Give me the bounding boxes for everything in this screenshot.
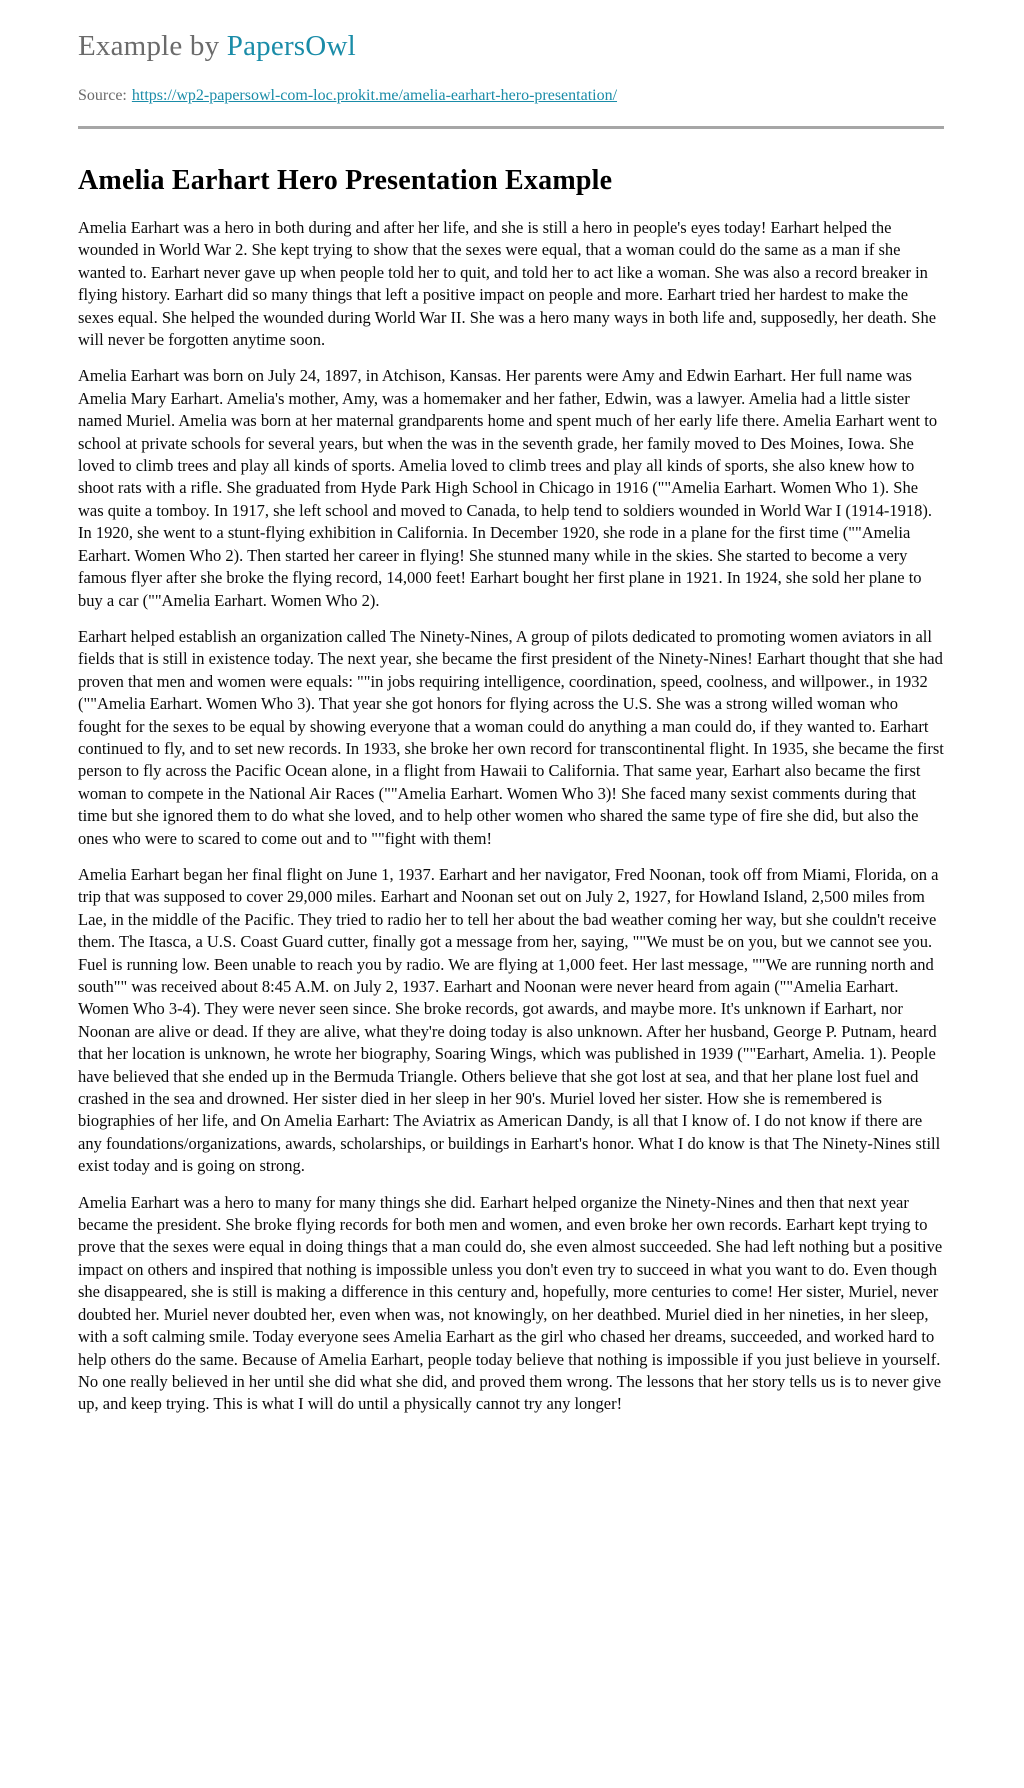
essay-paragraph-3: Earhart helped establish an organization called The Ninety-Nines, A group of pilots dedicated to promoting women aviators in all fields that is still in existence today. The next year, she became the first president of the Ninety-Nines! Earhart thought that she had proven that men and women were equals: ""in jobs requiring intelligence, coordination, speed, coolness, and willpower., in 1932 (""Amelia Earhart. Women Who 3). That year she got honors for flying across the U.S. She was a strong willed woman who fought for the sexes to be equal by showing everyone that a woman could do anything a man could do, if they wanted to. Earhart continued to fly, and to set new records. In 1933, she broke her own record for transcontinental flight. In 1935, she became the first person to fly across the Pacific Ocean alone, in a flight from Hawaii to California. That same year, Earhart also became the first woman to compete in the National Air Races (""Amelia Earhart. Women Who 3)! She faced many sexist comments during that time but she ignored them to do what she loved, and to help other women who shared the same type of fire she did, but also the ones who were to scared to come out and to ""fight with them! xyxy=(78,626,944,848)
source-url-link[interactable]: https://wp2-papersowl-com-loc.prokit.me/amelia-earhart-hero-presentation/ xyxy=(131,87,618,104)
essay-paragraph-4: Amelia Earhart began her final flight on June 1, 1937. Earhart and her navigator, Fred Noonan, took off from Miami, Florida, on a trip that was supposed to cover 29,000 miles. Earhart and Noonan set out on July 2, 1927, for Howland Island, 2,500 miles from Lae, in the middle of the Pacific. They tried to radio her to tell her about the bad weather coming her way, but she couldn't receive them. The Itasca, a U.S. Coast Guard cutter, finally got a message from her, saying, ""We must be on you, but we cannot see you. Fuel is running low. Been unable to reach you by radio. We are flying at 1,000 feet. Her last message, ""We are running north and south"" was received about 8:45 A.M. on July 2, 1937. Earhart and Noonan were never heard from again (""Amelia Earhart. Women Who 3-4). They were never seen since. She broke records, got awards, and maybe more. It's unknown if Earhart, nor Noonan are alive or dead. If they are alive, what they're doing today is also unknown. After her husband, George P. Putnam, heard that her location is unknown, he wrote her biography, Soaring Wings, which was published in 1939 (""Earhart, Amelia. 1). People have believed that she ended up in the Bermuda Triangle. Others believe that she got lost at sea, and that her plane lost fuel and crashed in the sea and drowned. Her sister died in her sleep in her 90's. Muriel loved her sister. How she is remembered is biographies of her life, and On Amelia Earhart: The Aviatrix as American Dandy, is all that I know of. I do not know if there are any foundations/organizations, awards, scholarships, or buildings in Earhart's honor. What I do know is that The Ninety-Nines still exist today and is going on strong. xyxy=(78,864,941,1176)
essay-article xyxy=(78,165,944,1416)
papersowl-brand-link[interactable]: PapersOwl xyxy=(226,30,356,62)
masthead xyxy=(78,30,944,63)
source-label: Source: xyxy=(78,87,127,104)
masthead-prefix: Example by xyxy=(78,30,227,62)
divider-rule xyxy=(78,126,944,129)
essay-paragraph-1: Amelia Earhart was a hero in both during and after her life, and she is still a hero in people's eyes today! Earhart helped the wounded in World War 2. She kept trying to show that the sexes were equal, that a woman could do the same as a man if she wanted to. Earhart never gave up when people told her to quit, and told her to act like a woman. She was also a record breaker in flying history. Earhart did so many things that left a positive impact on people and more. Earhart tried her hardest to make the sexes equal. She helped the wounded during World War II. She was a hero many ways in both life and, supposedly, her death. She will never be forgotten anytime soon. xyxy=(78,218,937,350)
essay-paragraph-5: Amelia Earhart was a hero to many for many things she did. Earhart helped organize the Ninety-Nines and then that next year became the president. She broke flying records for both men and women, and even broke her own records. Earhart kept trying to prove that the sexes were equal in doing things that a man could do, she even almost succeeded. She had left nothing but a positive impact on others and inspired that nothing is impossible unless you don't even try to succeed in what you want to do. Even though she disappeared, she is still is making a difference in this century and, hopefully, more centuries to come! Her sister, Muriel, never doubted her. Muriel never doubted her, even when was, not knowingly, on her deathbed. Muriel died in her nineties, in her sleep, with a soft calming smile. Today everyone sees Amelia Earhart as the girl who chased her dreams, succeeded, and worked hard to help others do the same. Because of Amelia Earhart, people today believe that nothing is impossible if you just believe in yourself. No one really believed in her until she did what she did, and proved them wrong. The lessons that her story tells us is to never give up, and keep trying. This is what I will do until a physically cannot try any longer! xyxy=(78,1192,943,1414)
essay-title: Amelia Earhart Hero Presentation Example xyxy=(78,165,613,196)
essay-paragraph-2: Amelia Earhart was born on July 24, 1897, in Atchison, Kansas. Her parents were Amy and Edwin Earhart. Her full name was Amelia Mary Earhart. Amelia's mother, Amy, was a homemaker and her father, Edwin, was a lawyer. Amelia had a little sister named Muriel. Amelia was born at her maternal grandparents home and spent much of her early life there. Amelia Earhart went to school at private schools for several years, but when the was in the seventh grade, her family moved to Des Moines, Iowa. She loved to climb trees and play all kinds of sports. Amelia loved to climb trees and play all kinds of sports, she also knew how to shoot rats with a rifle. She graduated from Hyde Park High School in Chicago in 1916 (""Amelia Earhart. Women Who 1). She was quite a tomboy. In 1917, she left school and moved to Canada, to help tend to soldiers wounded in World War I (1914-1918). In 1920, she went to a stunt-flying exhibition in California. In December 1920, she rode in a plane for the first time (""Amelia Earhart. Women Who 2). Then started her career in flying! She stunned many while in the skies. She started to become a very famous flyer after she broke the flying record, 14,000 feet! Earhart bought her first plane in 1921. In 1924, she sold her plane to buy a car (""Amelia Earhart. Women Who 2). xyxy=(78,366,938,610)
source-row xyxy=(78,87,944,105)
